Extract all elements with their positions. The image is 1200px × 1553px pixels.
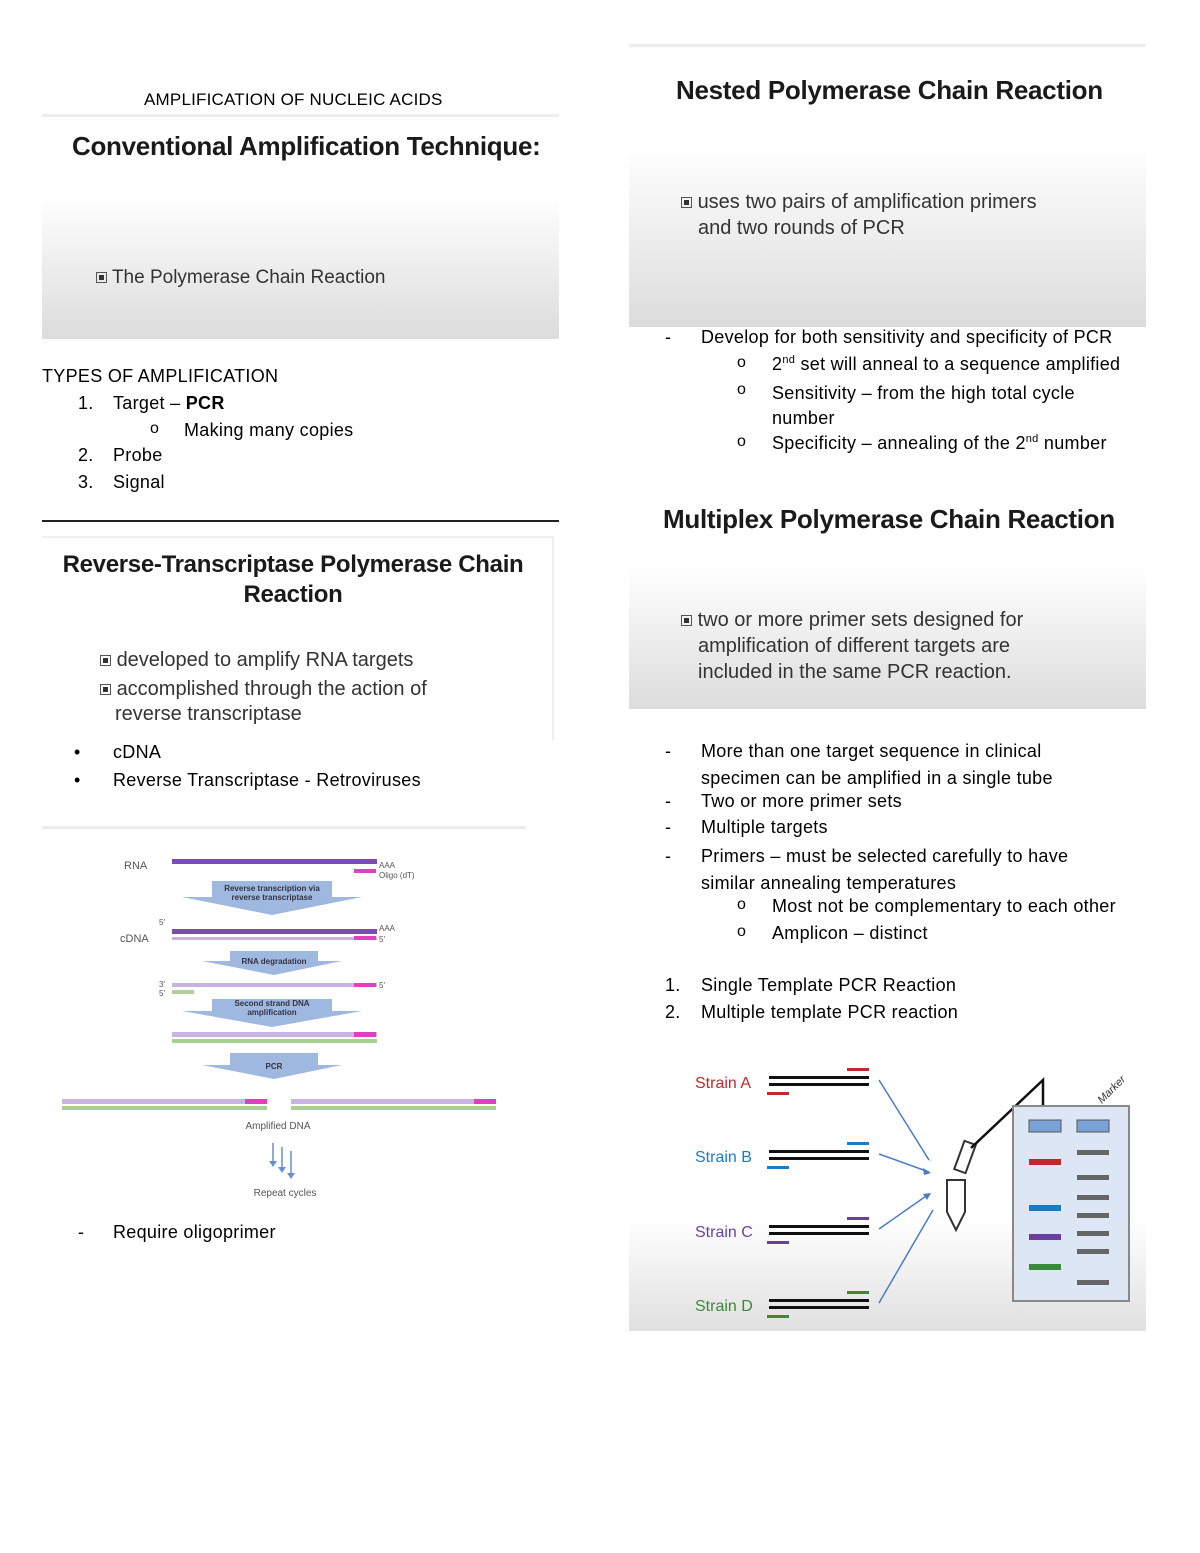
dash-icon: - bbox=[665, 791, 672, 811]
note-text: Most not be complementary to each other bbox=[772, 896, 1116, 916]
step-label: amplification bbox=[247, 1008, 297, 1017]
list-item bbox=[42, 393, 562, 420]
slide-bullet-text: reverse transcriptase bbox=[115, 703, 302, 725]
cdna-strand bbox=[172, 1032, 377, 1037]
strain-label: Strain C bbox=[695, 1224, 753, 1241]
note-text: Amplicon – distinct bbox=[772, 923, 928, 943]
slide-title: Nested Polymerase Chain Reaction bbox=[676, 75, 1103, 105]
strain-c-dna bbox=[767, 1217, 869, 1244]
step-label: RNA degradation bbox=[241, 957, 307, 966]
cdna-label: cDNA bbox=[120, 933, 149, 945]
sub-bullet-icon: o bbox=[737, 923, 747, 940]
repeat-arrow-head bbox=[269, 1161, 277, 1167]
prime-label: 5′ bbox=[159, 918, 165, 927]
nested-notes bbox=[629, 327, 1189, 460]
list-text: Signal bbox=[113, 472, 165, 492]
note-text: Two or more primer sets bbox=[701, 791, 902, 811]
slide-bullet-text: The Polymerase Chain Reaction bbox=[111, 267, 386, 288]
dash-icon: - bbox=[665, 846, 672, 866]
list-item bbox=[42, 770, 562, 798]
bullet-icon: • bbox=[74, 742, 81, 762]
dash-icon: - bbox=[665, 327, 672, 347]
section-divider bbox=[42, 520, 559, 522]
slide-bullet-text: and two rounds of PCR bbox=[698, 217, 905, 239]
repeat-label: Repeat cycles bbox=[253, 1188, 317, 1199]
multiplex-diagram bbox=[629, 1050, 1146, 1331]
list-text: Single Template PCR Reaction bbox=[701, 975, 957, 995]
second-strand bbox=[172, 1039, 377, 1043]
marker-label: Marker bbox=[1095, 1073, 1129, 1107]
bullet-icon bbox=[100, 655, 111, 666]
prime-label: 5′ bbox=[159, 989, 165, 998]
prime-label: 5′ bbox=[379, 935, 385, 944]
cdna-strand bbox=[62, 1099, 267, 1104]
dash-icon: - bbox=[78, 1222, 85, 1242]
sub-bullet-icon: o bbox=[737, 433, 747, 450]
primer-strand bbox=[474, 1099, 496, 1104]
list-sub-item bbox=[42, 420, 562, 445]
primer-strand bbox=[172, 990, 194, 994]
slide-title bbox=[42, 550, 544, 610]
list-item bbox=[629, 327, 1189, 354]
list-sub-item bbox=[629, 433, 1189, 460]
list-number: 3. bbox=[78, 472, 94, 492]
aaa-label: AAA bbox=[379, 924, 396, 933]
bullet-icon bbox=[681, 615, 692, 626]
page-heading: AMPLIFICATION OF NUCLEIC ACIDS bbox=[144, 90, 443, 109]
strain-label: Strain B bbox=[695, 1149, 752, 1166]
list-sub-item bbox=[629, 896, 1189, 923]
repeat-arrow-head bbox=[287, 1173, 295, 1179]
primer-strand bbox=[354, 869, 376, 873]
dash-icon: - bbox=[665, 741, 672, 761]
primer-strand bbox=[354, 983, 376, 987]
pcr-tube-icon bbox=[947, 1141, 976, 1230]
list-item bbox=[42, 445, 562, 472]
list-item bbox=[629, 1002, 1189, 1029]
cdna-strand bbox=[172, 937, 377, 940]
strain-label: Strain D bbox=[695, 1298, 753, 1315]
list-text: Multiple template PCR reaction bbox=[701, 1002, 959, 1022]
dash-note bbox=[42, 1222, 562, 1250]
slide-bullet bbox=[681, 189, 1037, 241]
prime-label: 3′ bbox=[159, 980, 165, 989]
slide-bullet bbox=[96, 267, 385, 289]
list-item bbox=[629, 791, 1189, 817]
second-strand bbox=[291, 1106, 496, 1110]
prime-label: 5′ bbox=[379, 981, 385, 990]
list-item bbox=[629, 738, 1189, 791]
strain-a-dna bbox=[767, 1068, 869, 1095]
list-item bbox=[629, 843, 1189, 896]
flow-arrows bbox=[879, 1080, 933, 1303]
list-text: Probe bbox=[113, 445, 163, 465]
sub-bullet-icon: o bbox=[150, 420, 160, 437]
slide-title: Multiplex Polymerase Chain Reaction bbox=[663, 504, 1115, 534]
slide-bullet-text: uses two pairs of amplification primers bbox=[697, 191, 1037, 213]
strain-label: Strain A bbox=[695, 1075, 752, 1092]
sub-bullet-icon: o bbox=[737, 381, 747, 398]
list-number: 2. bbox=[665, 1002, 681, 1022]
multiplex-notes bbox=[629, 738, 1189, 950]
types-section bbox=[42, 366, 562, 499]
list-bold-text: PCR bbox=[185, 393, 225, 413]
rna-label: RNA bbox=[124, 860, 148, 872]
rna-strand bbox=[172, 929, 377, 934]
list-sub-item bbox=[629, 923, 1189, 950]
second-strand bbox=[62, 1106, 267, 1110]
aaa-label: AAA bbox=[379, 861, 396, 870]
slide-title-line: Reaction bbox=[243, 581, 343, 608]
note-text: 2nd set will anneal to a sequence amplified bbox=[772, 354, 1121, 374]
multiplex-diagram-svg bbox=[629, 1050, 1146, 1331]
types-title: TYPES OF AMPLIFICATION bbox=[42, 366, 279, 386]
list-item bbox=[42, 742, 562, 770]
list-item bbox=[42, 472, 562, 499]
bullet-icon bbox=[100, 684, 111, 695]
strain-b-dna bbox=[767, 1142, 869, 1169]
bullet-icon: • bbox=[74, 770, 81, 790]
slide-bullet-text: accomplished through the action of bbox=[116, 678, 427, 700]
oligo-label: Oligo (dT) bbox=[379, 871, 415, 880]
rna-strand bbox=[172, 859, 377, 864]
sub-bullet-icon: o bbox=[737, 896, 747, 913]
note-text: Specificity – annealing of the 2nd number bbox=[772, 433, 1107, 453]
list-item bbox=[629, 975, 1189, 1002]
note-text: Sensitivity – from the high total cycle number bbox=[772, 383, 1075, 428]
strain-d-dna bbox=[767, 1291, 869, 1318]
sub-bullet-icon: o bbox=[737, 354, 747, 371]
template-list bbox=[629, 975, 1189, 1029]
slide-bullet-text: included in the same PCR reaction. bbox=[698, 661, 1012, 683]
note-text: Primers – must be selected carefully to have similar annealing temperatures bbox=[701, 846, 1069, 893]
slide-conventional bbox=[42, 114, 559, 339]
slide-multiplex bbox=[629, 490, 1146, 709]
amplified-label: Amplified DNA bbox=[245, 1121, 311, 1132]
slide-bullet bbox=[100, 649, 413, 672]
repeat-arrow-head bbox=[278, 1167, 286, 1173]
gel-icon bbox=[1013, 1106, 1129, 1301]
list-item bbox=[629, 817, 1189, 843]
list-number: 1. bbox=[78, 393, 94, 413]
list-number: 2. bbox=[78, 445, 94, 465]
primer-strand bbox=[354, 936, 376, 940]
cdna-strand bbox=[291, 1099, 496, 1104]
note-text: Require oligoprimer bbox=[113, 1222, 276, 1242]
list-sub-item bbox=[629, 381, 1189, 433]
note-text: More than one target sequence in clinical specimen can be amplified in a single tube bbox=[701, 741, 1053, 788]
slide-title: Conventional Amplification Technique: bbox=[72, 131, 541, 161]
dash-icon: - bbox=[665, 817, 672, 837]
step-label: PCR bbox=[265, 1062, 283, 1071]
list-number: 1. bbox=[665, 975, 681, 995]
note-text: Develop for both sensitivity and specificity of PCR bbox=[701, 327, 1113, 347]
list-sub-item bbox=[629, 354, 1189, 381]
slide-title-line: Reverse-Transcriptase Polymerase Chain bbox=[62, 551, 524, 578]
slide-nested bbox=[629, 44, 1146, 327]
flow-arrow-heads bbox=[923, 1154, 932, 1200]
list-sub-text: Making many copies bbox=[184, 420, 354, 440]
list-text: Target – bbox=[113, 393, 186, 413]
note-text: Multiple targets bbox=[701, 817, 828, 837]
step-label: Second strand DNA bbox=[234, 999, 310, 1008]
bullet-icon bbox=[96, 272, 107, 283]
slide-bullet bbox=[100, 677, 427, 727]
rt-pcr-diagram bbox=[42, 826, 526, 1209]
list-text: cDNA bbox=[113, 742, 162, 762]
list-text: Reverse Transcriptase - Retroviruses bbox=[113, 770, 421, 790]
slide-rt-pcr bbox=[42, 536, 554, 740]
slide-bullet-text: two or more primer sets designed for bbox=[697, 609, 1024, 631]
step-label: reverse transcriptase bbox=[231, 893, 313, 902]
slide-bullet bbox=[681, 607, 1023, 685]
slide-bullet-text: amplification of different targets are bbox=[698, 635, 1011, 657]
cdna-strand bbox=[172, 983, 377, 987]
bullet-icon bbox=[681, 197, 692, 208]
slide-bullet-text: developed to amplify RNA targets bbox=[116, 649, 414, 671]
step-label: Reverse transcription via bbox=[224, 884, 320, 893]
rt-pcr-diagram-svg bbox=[42, 829, 526, 1209]
primer-strand bbox=[245, 1099, 267, 1104]
primer-strand bbox=[354, 1032, 376, 1037]
dot-list bbox=[42, 742, 562, 798]
